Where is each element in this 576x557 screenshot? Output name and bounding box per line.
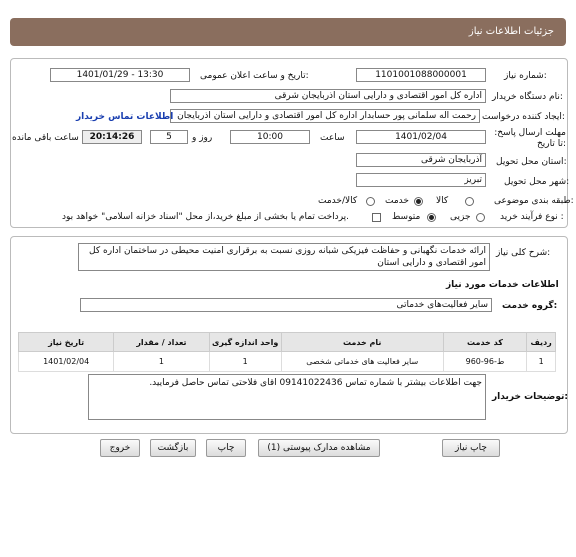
province-field: آذربایجان شرقی	[356, 153, 486, 167]
cell-unit: 1	[209, 352, 281, 372]
days-field: 5	[150, 130, 188, 144]
buyer-org-field: اداره کل امور اقتصادی و دارایی استان اذربایجان شرقی	[170, 89, 486, 103]
time-label: ساعت	[320, 133, 345, 143]
need-number-label: شماره نیاز:	[504, 71, 547, 81]
cell-qty: 1	[114, 352, 209, 372]
announce-field: 1401/01/29 - 13:30	[50, 68, 190, 82]
table-header-row	[19, 333, 556, 352]
requester-field: رحمت اله سلمانی پور حسابدار اداره کل امور اقتصادی و دارایی استان اذربایجان	[170, 109, 480, 123]
services-table	[18, 332, 556, 372]
announce-label: تاریخ و ساعت اعلان عمومی:	[200, 71, 309, 81]
deadline-time-field: 10:00	[230, 130, 310, 144]
process-minor-radio[interactable]	[476, 213, 485, 222]
service-group-label: گروه خدمت:	[502, 301, 558, 311]
col-unit: واحد اندازه گیری	[209, 333, 281, 352]
buyer-org-label: نام دستگاه خریدار:	[492, 92, 563, 102]
page-header	[10, 18, 566, 46]
col-name: نام خدمت	[281, 333, 443, 352]
category-goods-service-radio[interactable]	[366, 197, 375, 206]
print-need-button[interactable]: چاپ نیاز	[442, 439, 500, 457]
days-label: روز و	[192, 133, 213, 143]
col-row: ردیف	[527, 333, 556, 352]
need-number-field: 1101001088000001	[356, 68, 486, 82]
back-button[interactable]: بازگشت	[150, 439, 196, 457]
payment-checkbox[interactable]	[372, 213, 381, 222]
services-section-title: اطلاعات خدمات مورد نیاز	[446, 280, 559, 290]
category-service-radio[interactable]	[414, 197, 423, 206]
city-label: شهر محل تحویل:	[504, 177, 570, 187]
col-code: کد خدمت	[443, 333, 527, 352]
notes-field: جهت اطلاعات بیشتر با شماره تماس 09141022436 اقای فلاحتی تماس حاصل فرمایید.	[88, 374, 486, 420]
process-medium-label: متوسط	[392, 212, 421, 222]
cell-code: ط-96-960	[443, 352, 527, 372]
category-goods-label: کالا	[436, 196, 449, 206]
exit-button[interactable]: خروج	[100, 439, 140, 457]
col-date: تاریخ نیاز	[19, 333, 114, 352]
table-row	[19, 352, 556, 372]
summary-label: شرح کلی نیاز:	[496, 248, 551, 258]
cell-row: 1	[527, 352, 556, 372]
attachments-button[interactable]: مشاهده مدارک پیوستی (1)	[258, 439, 380, 457]
col-qty: تعداد / مقدار	[114, 333, 209, 352]
buyer-contact-link[interactable]: اطلاعات تماس خریدار	[76, 112, 174, 122]
notes-label: توضیحات خریدار:	[492, 392, 568, 402]
payment-note: پرداخت تمام یا بخشی از مبلغ خرید،از محل "اسناد خزانه اسلامی" خواهد بود.	[62, 212, 350, 222]
summary-field: ارائه خدمات نگهبانی و حفاظت فیزیکی شبانه روزی نسبت به برقراری امنیت محیطی در ساختمان اداره کل امور اقتصادی و دارایی استان	[78, 243, 490, 271]
deadline-date-field: 1401/02/04	[356, 130, 486, 144]
page-title: جزئیات اطلاعات نیاز	[468, 26, 554, 37]
requester-label: ایجاد کننده درخواست:	[482, 112, 565, 122]
category-goods-radio[interactable]	[465, 197, 474, 206]
process-minor-label: جزیی	[450, 212, 471, 222]
category-service-label: خدمت	[385, 196, 409, 206]
process-label: نوع فرآیند خرید :	[500, 212, 564, 222]
cell-name: سایر فعالیت های خدماتی شخصی	[281, 352, 443, 372]
category-goods-service-label: کالا/خدمت	[318, 196, 358, 206]
remaining-time-field: 20:14:26	[82, 130, 142, 144]
category-label: طبقه بندی موضوعی:	[494, 196, 574, 206]
print-button[interactable]: چاپ	[206, 439, 246, 457]
cell-date: 1401/02/04	[19, 352, 114, 372]
province-label: استان محل تحویل:	[496, 157, 567, 167]
city-field: تبریز	[356, 173, 486, 187]
process-medium-radio[interactable]	[427, 213, 436, 222]
service-group-field: سایر فعالیت‌های خدماتی	[80, 298, 492, 312]
deadline-label: مهلت ارسال پاسخ: تا تاریخ:	[494, 128, 566, 149]
remaining-label: ساعت باقی مانده	[12, 133, 79, 143]
